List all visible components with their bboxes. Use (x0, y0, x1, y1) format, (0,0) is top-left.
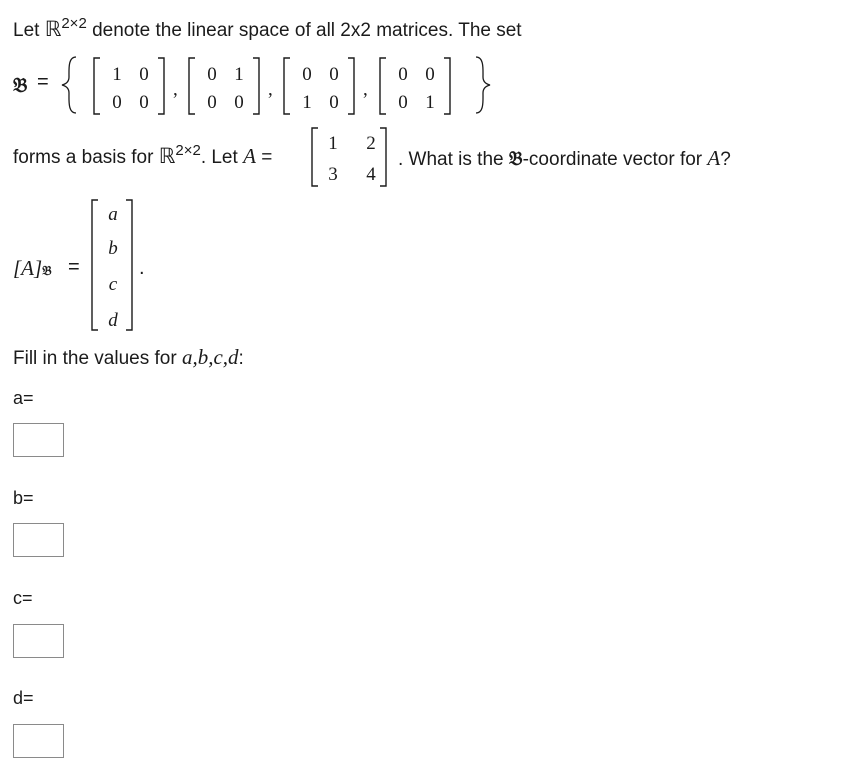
basis-matrix-3-cell-12: 0 (329, 64, 339, 85)
question-basis-symbol: 𝔅 (508, 148, 523, 170)
question-a: A (707, 146, 721, 170)
answer-label-b: b= (13, 488, 34, 508)
coord-lhs-sub: 𝔅 (42, 264, 52, 279)
let-text: . Let (200, 147, 238, 168)
coord-lhs-a: [A] (13, 256, 43, 280)
basis-matrix-4-cell-21: 0 (398, 92, 408, 113)
matrix-a-equals: = (261, 147, 273, 168)
instruction-vars: a,b,c,d (181, 345, 239, 369)
intro-let: Let (13, 20, 40, 41)
coord-vector-bracket-right (126, 200, 132, 330)
line2-prefix: forms a basis for (13, 147, 154, 168)
basis-separator-3: , (363, 79, 368, 100)
matrix-a-cell-12: 2 (366, 133, 376, 154)
intro-rest: denote the linear space of all 2x2 matrices. The set (92, 20, 522, 41)
basis-matrix-4-cell-12: 0 (425, 64, 435, 85)
coord-entry-d: d (108, 310, 118, 331)
basis-separator-1: , (173, 79, 178, 100)
coord-vector (0, 0, 860, 340)
instruction-colon: : (238, 348, 244, 369)
instruction (13, 345, 244, 370)
basis-matrix-2-cell-12: 1 (234, 64, 244, 85)
matrix-a-cell-11: 1 (328, 133, 338, 154)
space-symbol-2: ℝ (158, 144, 176, 168)
basis-matrix-4-cell-22: 1 (425, 92, 435, 113)
basis-matrix-3-cell-22: 0 (329, 92, 339, 113)
basis-matrix-3-cell-21: 1 (302, 92, 312, 113)
coord-entry-a: a (108, 204, 118, 225)
matrix-a-cell-21: 3 (328, 164, 338, 185)
question-mid: -coordinate vector for (522, 149, 703, 170)
answer-label-a: a= (13, 388, 34, 408)
space-exponent: 2×2 (61, 15, 87, 32)
question-end: ? (720, 149, 731, 170)
coord-equals: = (68, 256, 80, 278)
basis-matrix-1-cell-12: 0 (139, 64, 149, 85)
basis-matrix-1-cell-22: 0 (139, 92, 149, 113)
question-pre: . What is the (398, 149, 504, 170)
answer-label-c: c= (13, 588, 33, 608)
basis-matrix-4-cell-11: 0 (398, 64, 408, 85)
coord-entry-b: b (108, 238, 118, 259)
basis-equals: = (37, 71, 49, 93)
matrix-a-cell-22: 4 (366, 164, 376, 185)
coord-period: . (139, 257, 145, 279)
space-symbol: ℝ (44, 17, 62, 41)
basis-matrix-2-cell-11: 0 (207, 64, 217, 85)
basis-matrix-1-cell-21: 0 (112, 92, 122, 113)
basis-symbol: 𝔅 (13, 73, 28, 97)
basis-matrix-2-cell-22: 0 (234, 92, 244, 113)
instruction-text: Fill in the values for (13, 348, 177, 369)
answer-input-a[interactable] (13, 423, 64, 457)
answer-input-c[interactable] (13, 624, 64, 658)
basis-matrix-2-cell-21: 0 (207, 92, 217, 113)
answer-input-d[interactable] (13, 724, 64, 758)
space-exponent-2: 2×2 (175, 142, 201, 159)
basis-matrix-3-cell-11: 0 (302, 64, 312, 85)
coord-vector-bracket-left (92, 200, 98, 330)
basis-separator-2: , (268, 79, 273, 100)
basis-matrix-1-cell-11: 1 (112, 64, 122, 85)
answer-label-d: d= (13, 688, 34, 708)
matrix-a-name: A (243, 144, 256, 168)
answer-input-b[interactable] (13, 523, 64, 557)
coord-entry-c: c (108, 274, 118, 295)
